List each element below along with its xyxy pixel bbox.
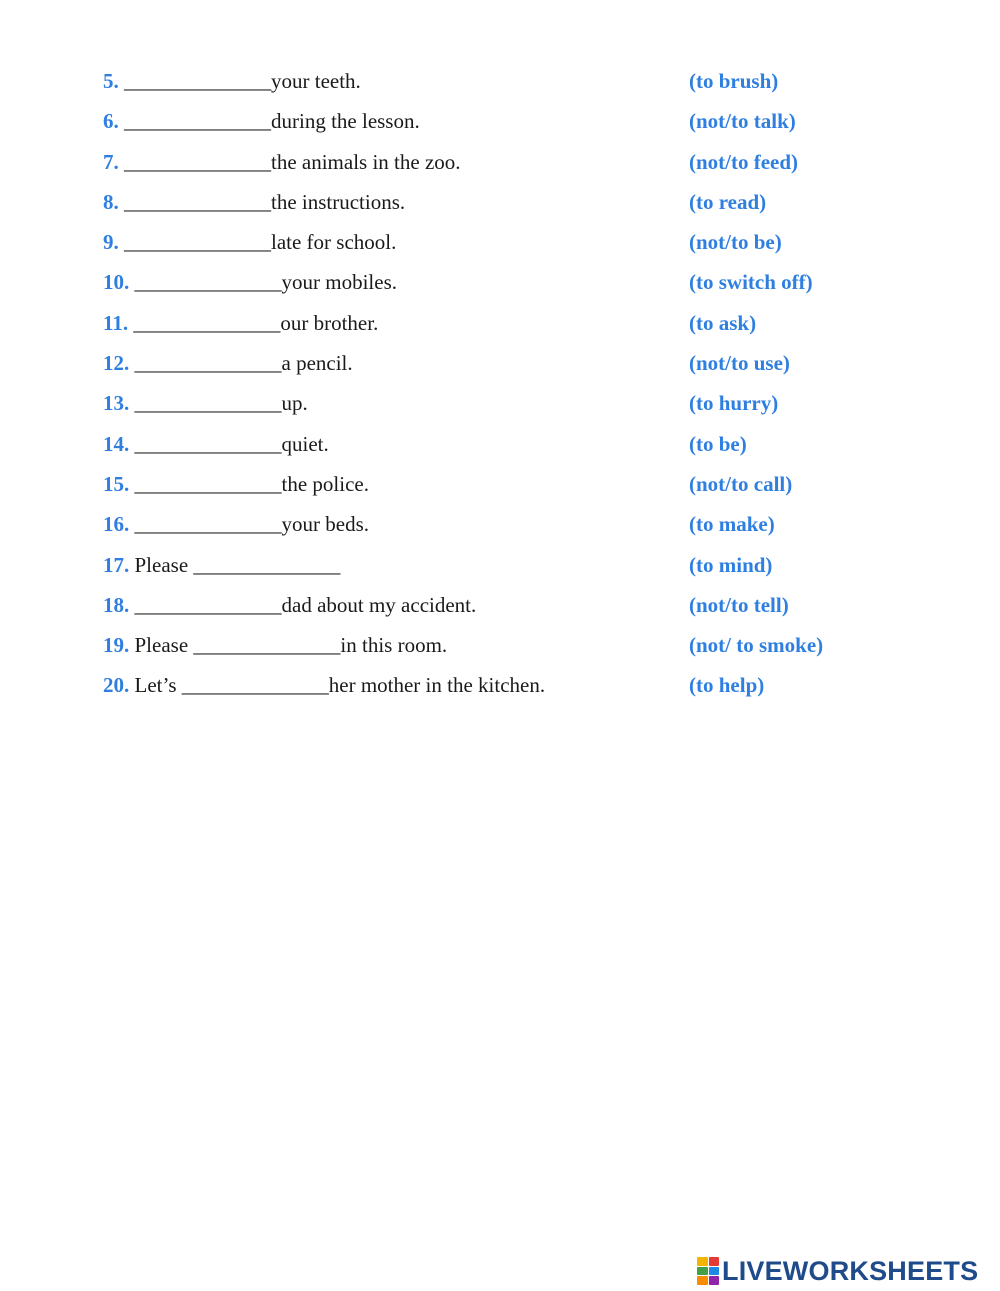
answer-blank[interactable]: ______________ <box>124 69 271 93</box>
exercise-text: our brother. <box>280 310 379 335</box>
exercise-row <box>0 262 1000 302</box>
answer-blank[interactable]: ______________ <box>134 351 282 376</box>
exercise-sentence <box>103 303 378 343</box>
answer-blank[interactable]: ______________ <box>124 230 271 255</box>
exercise-text: late for school. <box>271 230 397 255</box>
exercise-row <box>0 343 1000 383</box>
exercise-row <box>0 545 1000 585</box>
verb-hint: (to hurry) <box>689 391 779 416</box>
exercise-prefix: Let’s <box>129 673 182 698</box>
exercise-text: your teeth. <box>271 69 361 93</box>
exercise-row <box>0 222 1000 262</box>
exercise-row <box>0 142 1000 182</box>
exercise-number: 13. <box>103 391 130 416</box>
exercise-row <box>0 504 1000 544</box>
answer-blank[interactable]: ______________ <box>193 552 341 577</box>
exercise-number: 7. <box>103 149 119 174</box>
answer-blank[interactable]: ______________ <box>134 391 282 416</box>
answer-blank[interactable]: ______________ <box>193 633 341 658</box>
exercise-row <box>0 625 1000 665</box>
verb-hint: (not/to feed) <box>689 149 799 174</box>
exercise-number: 6. <box>103 109 119 134</box>
exercise-text: the animals in the zoo. <box>271 149 461 174</box>
exercise-list <box>0 61 1000 706</box>
answer-blank[interactable]: ______________ <box>134 512 282 537</box>
verb-hint: (to ask) <box>689 310 757 335</box>
verb-hint: (not/ to smoke) <box>689 633 824 658</box>
exercise-row <box>0 585 1000 625</box>
exercise-sentence <box>103 665 545 705</box>
exercise-number: 5. <box>103 69 119 93</box>
logo-square <box>697 1267 708 1276</box>
verb-hint: (not/to call) <box>689 471 793 496</box>
exercise-row <box>0 182 1000 222</box>
exercise-sentence <box>103 504 369 544</box>
verb-hint: (to be) <box>689 431 747 456</box>
answer-blank[interactable]: ______________ <box>134 431 282 456</box>
verb-hint: (not/to be) <box>689 230 782 255</box>
exercise-text: during the lesson. <box>271 109 420 134</box>
answer-blank[interactable]: ______________ <box>133 310 281 335</box>
exercise-sentence <box>103 182 405 222</box>
exercise-sentence <box>103 142 461 182</box>
exercise-sentence <box>103 101 420 141</box>
liveworksheets-logo-icon <box>697 1257 719 1285</box>
exercise-row <box>0 61 1000 101</box>
verb-hint: (to make) <box>689 512 775 537</box>
answer-blank[interactable]: ______________ <box>124 109 271 134</box>
exercise-sentence <box>103 545 340 585</box>
exercise-number: 10. <box>103 270 130 295</box>
exercise-sentence <box>103 262 397 302</box>
exercise-sentence <box>103 383 308 423</box>
exercise-number: 15. <box>103 471 130 496</box>
exercise-text: her mother in the kitchen. <box>328 673 546 698</box>
exercise-number: 18. <box>103 592 130 617</box>
verb-hint: (to brush) <box>689 69 779 93</box>
exercise-sentence <box>103 343 353 383</box>
exercise-text: your mobiles. <box>281 270 397 295</box>
exercise-row <box>0 424 1000 464</box>
exercise-text: a pencil. <box>281 351 353 376</box>
exercise-text: up. <box>281 391 308 416</box>
verb-hint: (to help) <box>689 673 765 698</box>
exercise-text: quiet. <box>281 431 329 456</box>
exercise-number: 11. <box>103 310 129 335</box>
verb-hint: (not/to use) <box>689 351 790 376</box>
exercise-sentence <box>103 464 369 504</box>
exercise-row <box>0 101 1000 141</box>
answer-blank[interactable]: ______________ <box>124 149 271 174</box>
exercise-number: 8. <box>103 189 119 214</box>
logo-square <box>709 1257 720 1266</box>
logo-square <box>709 1267 720 1276</box>
exercise-prefix: Please <box>129 633 194 658</box>
exercise-row <box>0 383 1000 423</box>
exercise-sentence <box>103 585 476 625</box>
exercise-sentence <box>103 424 329 464</box>
exercise-text: the instructions. <box>271 189 406 214</box>
exercise-row <box>0 303 1000 343</box>
answer-blank[interactable]: ______________ <box>134 592 282 617</box>
liveworksheets-logo <box>697 1256 978 1286</box>
exercise-text: the police. <box>281 471 369 496</box>
logo-square <box>709 1276 720 1285</box>
exercise-number: 16. <box>103 512 130 537</box>
verb-hint: (to mind) <box>689 552 773 577</box>
verb-hint: (to switch off) <box>689 270 813 295</box>
logo-square <box>697 1257 708 1266</box>
exercise-number: 17. <box>103 552 130 577</box>
answer-blank[interactable]: ______________ <box>181 673 329 698</box>
exercise-number: 20. <box>103 673 130 698</box>
exercise-text: in this room. <box>340 633 448 658</box>
exercise-prefix: Please <box>129 552 194 577</box>
exercise-row <box>0 464 1000 504</box>
exercise-number: 9. <box>103 230 119 255</box>
exercise-number: 14. <box>103 431 130 456</box>
verb-hint: (not/to tell) <box>689 592 789 617</box>
exercise-text: dad about my accident. <box>281 592 477 617</box>
exercise-row <box>0 665 1000 705</box>
logo-text: LIVEWORKSHEETS <box>722 1255 979 1286</box>
exercise-number: 19. <box>103 633 130 658</box>
verb-hint: (not/to talk) <box>689 109 796 134</box>
answer-blank[interactable]: ______________ <box>134 270 282 295</box>
exercise-text: your beds. <box>281 512 369 537</box>
exercise-number: 12. <box>103 351 130 376</box>
exercise-sentence <box>103 61 361 101</box>
exercise-sentence <box>103 625 447 665</box>
exercise-sentence <box>103 222 396 262</box>
verb-hint: (to read) <box>689 189 767 214</box>
answer-blank[interactable]: ______________ <box>124 189 271 214</box>
answer-blank[interactable]: ______________ <box>134 471 282 496</box>
logo-square <box>697 1276 708 1285</box>
